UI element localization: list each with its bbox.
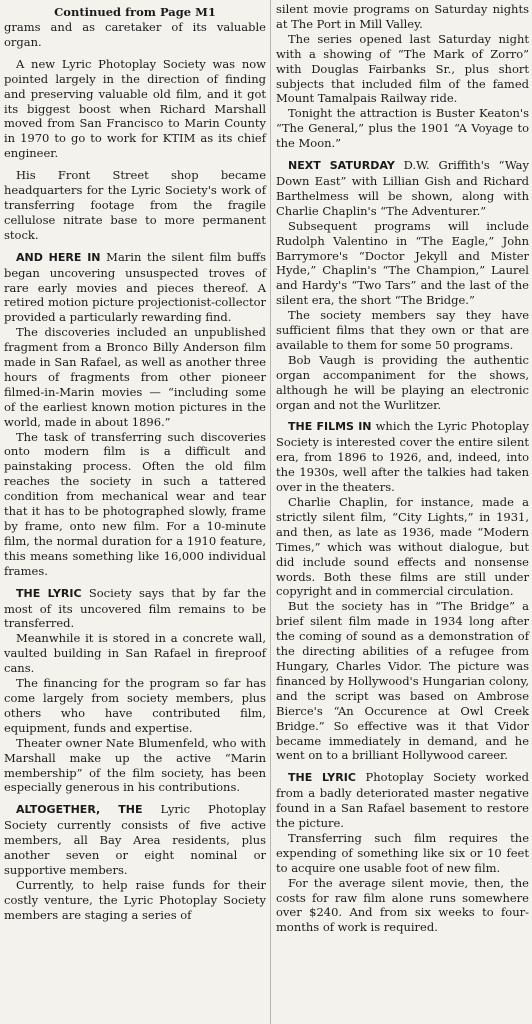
- paragraph-text: The financing for the program so far has come largely from society members, plus others who have contributed film, equipment, funds and expertise.: [4, 676, 266, 735]
- paragraph-text: grams and as caretaker of its valuable organ.: [4, 20, 266, 49]
- paragraph-lead-in: THE LYRIC: [16, 586, 82, 600]
- right-column-body: [276, 2, 529, 935]
- paragraph-text: silent movie programs on Saturday nights at The Port in Mill Valley.: [276, 2, 529, 31]
- paragraph-lead-in: NEXT SATURDAY: [288, 159, 395, 173]
- paragraph: [4, 878, 266, 923]
- paragraph: [276, 32, 529, 107]
- paragraph: [4, 168, 266, 243]
- paragraph: [4, 20, 266, 50]
- paragraph-text: Society says that by far the most of its uncovered film remains to be transferred.: [4, 585, 267, 631]
- paragraph-text: The discoveries included an unpublished fragment from a Bronco Billy Anderson film made in San Rafael, as well as another three hours of fragments from other pioneer filmed-in-Marin movies — “including some of the earliest known motion pictures in the world, made in about 1896.”: [4, 325, 266, 429]
- paragraph-text: Tonight the attraction is Buster Keaton's “The General,” plus the 1901 “A Voyage to the Moon.”: [276, 106, 529, 151]
- paragraph: [276, 495, 529, 599]
- paragraph-text: Theater owner Nate Blumenfeld, who with Marshall make up the active “Marin membership” of the film society, has been especially generous in his contributions.: [4, 735, 266, 795]
- paragraph-lead-in: AND HERE IN: [16, 250, 101, 264]
- paragraph: [4, 325, 266, 429]
- paragraph-text: The series opened last Saturday night with a showing of “The Mark of Zorro” with Douglas Fairbanks Sr., plus short subjects that included film of the famed Mount Tamalpais Railway ride.: [276, 31, 529, 106]
- paragraph: [4, 802, 266, 878]
- paragraph: [4, 631, 266, 676]
- paragraph: [4, 57, 266, 161]
- paragraph: [276, 876, 529, 936]
- paragraph: [276, 158, 529, 219]
- paragraph-text: which the Lyric Photoplay Society is interested cover the entire silent era, from 1896 to 1926, and, indeed, into the 1930s, well after the talkies had taken over in the theaters.: [276, 419, 529, 495]
- paragraph-text: D.W. Griffith's “Way Down East” with Lillian Gish and Richard Barthelmess will be shown, along with Charlie Chaplin's “The Adventurer.”: [276, 158, 530, 218]
- paragraph-text: The society members say they have sufficient films that they own or that are available to them for some 50 programs.: [276, 308, 529, 352]
- paragraph: [4, 676, 266, 736]
- paragraph-text: Transferring such film requires the expending of something like six or 10 feet to acquire one usable foot of new film.: [276, 830, 529, 875]
- paragraph-text: Currently, to help raise funds for their costly venture, the Lyric Photoplay Society members are staging a series of: [4, 877, 266, 922]
- paragraph: [4, 430, 266, 579]
- continuation-line: Continued from Page M1: [54, 5, 216, 19]
- paragraph: [276, 419, 529, 495]
- paragraph: [276, 308, 529, 353]
- paragraph: [4, 736, 266, 796]
- left-column: [4, 2, 266, 923]
- paragraph-text: Lyric Photoplay Society currently consists of five active members, all Bay Area residents, plus another seven or eight nominal or supportive members.: [4, 802, 266, 877]
- paragraph: [276, 219, 529, 308]
- paragraph-lead-in: ALTOGETHER, THE: [16, 803, 143, 817]
- paragraph-lead-in: THE LYRIC: [288, 771, 356, 785]
- paragraph: [276, 599, 529, 763]
- paragraph-lead-in: THE FILMS IN: [288, 420, 372, 434]
- paragraph-text: The task of transferring such discoveries onto modern film is a difficult and painstaking process. Often the old film reaches the society in such a tattered condition from mechanical wear and tear that it has to be photographed slowly, frame by frame, onto new film. For a 10-minute film, the normal duration for a 1910 feature, this means something like 16,000 individual frames.: [4, 429, 266, 578]
- paragraph: [4, 586, 266, 632]
- paragraph-text: For the average silent movie, then, the costs for raw film alone runs somewhere over $240. And from six weeks to four-months of work is required.: [276, 875, 529, 935]
- paragraph-text: His Front Street shop became headquarters for the Lyric Society's work of transferring footage from the fragile cellulose nitrate base to more permanent stock.: [4, 168, 266, 242]
- paragraph: [276, 106, 529, 151]
- column-rule: [270, 0, 271, 1024]
- paragraph: [276, 831, 529, 876]
- paragraph-text: A new Lyric Photoplay Society was now pointed largely in the direction of finding and preserving valuable old film, and it got its biggest boost when Richard Marshall moved from San Francisco to Marin County in 1970 to go to work for KTIM as its chief engineer.: [4, 56, 266, 161]
- paragraph-text: Subsequent programs will include Rudolph Valentino in “The Eagle,” John Barrymore's “Doctor Jekyll and Mister Hyde,” Chaplin's “The Champion,” Laurel and Hardy's “Two Tars” and the last of the silent era, the short “The Bridge.”: [276, 218, 529, 308]
- left-column-body: [4, 20, 266, 923]
- paragraph-text: Charlie Chaplin, for instance, made a strictly silent film, “City Lights,” in 1931, and then, as late as 1936, made “Modern Times,” which was without dialogue, but did include sound effects and nonsense words. Both these films are still under copyright and in commercial circulation.: [276, 495, 529, 599]
- paragraph-text: But the society has in “The Bridge” a brief silent film made in 1934 long after the coming of sound as a demonstration of the directing abilities of a refugee from Hungary, Charles Vidor. The picture was financed by Hollywood's Hungarian colony, and the script was based on Ambrose Bierce's “An Occurence at Owl Creek Bridge.” So effective was it that Vidor became immediately in demand, and he went on to a brilliant Hollywood career.: [276, 599, 529, 763]
- paragraph-text: Photoplay Society worked from a badly deteriorated master negative found in a San Rafael basement to restore the picture.: [276, 770, 530, 831]
- paragraph-text: Meanwhile it is stored in a concrete wall, vaulted building in San Rafael in fireproof cans.: [4, 631, 266, 676]
- paragraph: [276, 770, 529, 831]
- paragraph: [276, 353, 529, 413]
- paragraph-text: Bob Vaugh is providing the authentic organ accompaniment for the shows, although he will be playing an electronic organ and not the Wurlitzer.: [276, 352, 529, 412]
- right-column: [276, 2, 529, 935]
- paragraph: [276, 2, 529, 32]
- paragraph: [4, 250, 266, 326]
- paragraph-text: Marin the silent film buffs began uncovering unsuspected troves of rare early movies and pieces thereof. A retired motion picture projectionist-collector provided a particularly rewarding find.: [4, 249, 267, 325]
